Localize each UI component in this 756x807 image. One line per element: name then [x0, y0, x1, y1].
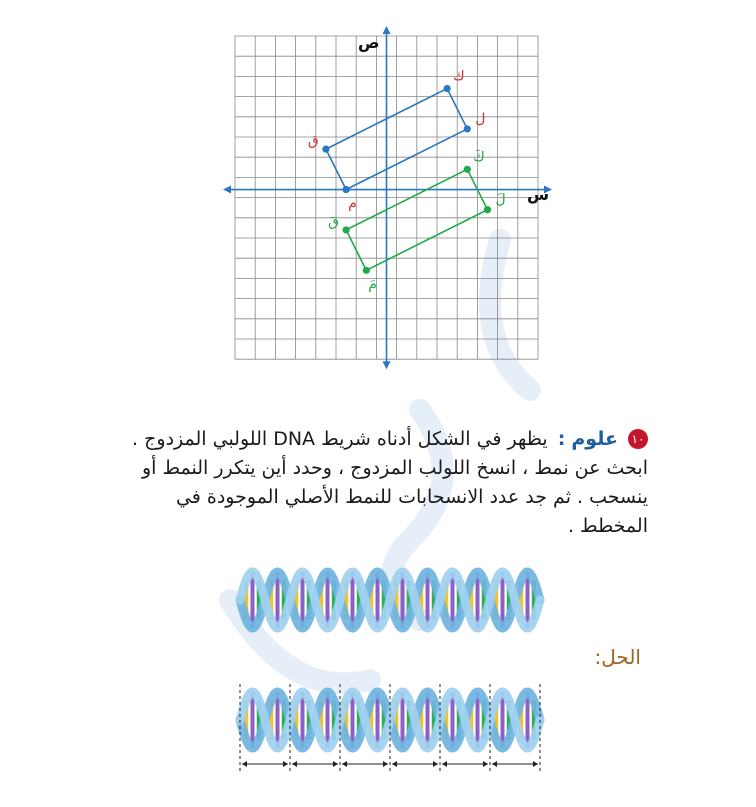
repeat-arrow-left	[342, 761, 347, 767]
x-axis-arrow-left	[223, 186, 231, 194]
y-axis-arrow-down	[383, 361, 391, 369]
vertex-label: مَ	[368, 276, 377, 293]
repeat-arrow-right	[383, 761, 388, 767]
repeat-arrow-left	[492, 761, 497, 767]
vertex-point	[343, 226, 350, 233]
question-text: يظهر في الشكل أدناه شريط DNA اللولبي المزدوج . ابحث عن نمط ، انسخ اللولب المزدوج ، وحدد أين يتكرر النمط أو ينسحب . ثم جد عدد الانسحابات للنمط الأصلي الموجودة في المخطط .	[132, 428, 648, 537]
dna-helix-with-repeats	[230, 680, 550, 780]
vertex-point	[363, 267, 370, 274]
y-axis-arrow-up	[383, 26, 391, 34]
vertex-label: ل	[475, 110, 486, 127]
coordinate-grid-figure	[225, 28, 550, 358]
dna-helix-illustration	[230, 560, 550, 640]
vertex-point	[484, 206, 491, 213]
vertex-point	[464, 166, 471, 173]
vertex-label: ك	[453, 68, 465, 85]
repeat-arrow-right	[283, 761, 288, 767]
repeat-arrow-left	[392, 761, 397, 767]
solution-label: الحل:	[594, 645, 641, 669]
vertex-label: قَ	[328, 213, 339, 230]
vertex-label: ق	[307, 133, 319, 150]
repeat-arrow-right	[433, 761, 438, 767]
y-axis-label: ص	[358, 33, 380, 52]
repeat-arrow-right	[483, 761, 488, 767]
vertex-point	[444, 85, 451, 92]
question-subject: علوم	[571, 428, 618, 450]
question-colon: :	[557, 428, 566, 450]
repeat-arrow-right	[333, 761, 338, 767]
repeat-arrow-left	[442, 761, 447, 767]
question-number-badge: ١٠	[628, 429, 648, 449]
x-axis-label: س	[527, 185, 550, 204]
repeat-arrow-left	[242, 761, 247, 767]
repeat-arrow-left	[292, 761, 297, 767]
vertex-point	[322, 146, 329, 153]
vertex-point	[464, 125, 471, 132]
vertex-label: كَ	[473, 149, 485, 166]
vertex-label: م	[348, 195, 357, 212]
repeat-arrow-right	[533, 761, 538, 767]
question-block	[120, 425, 648, 541]
vertex-label: لَ	[495, 191, 506, 208]
vertex-point	[343, 186, 350, 193]
